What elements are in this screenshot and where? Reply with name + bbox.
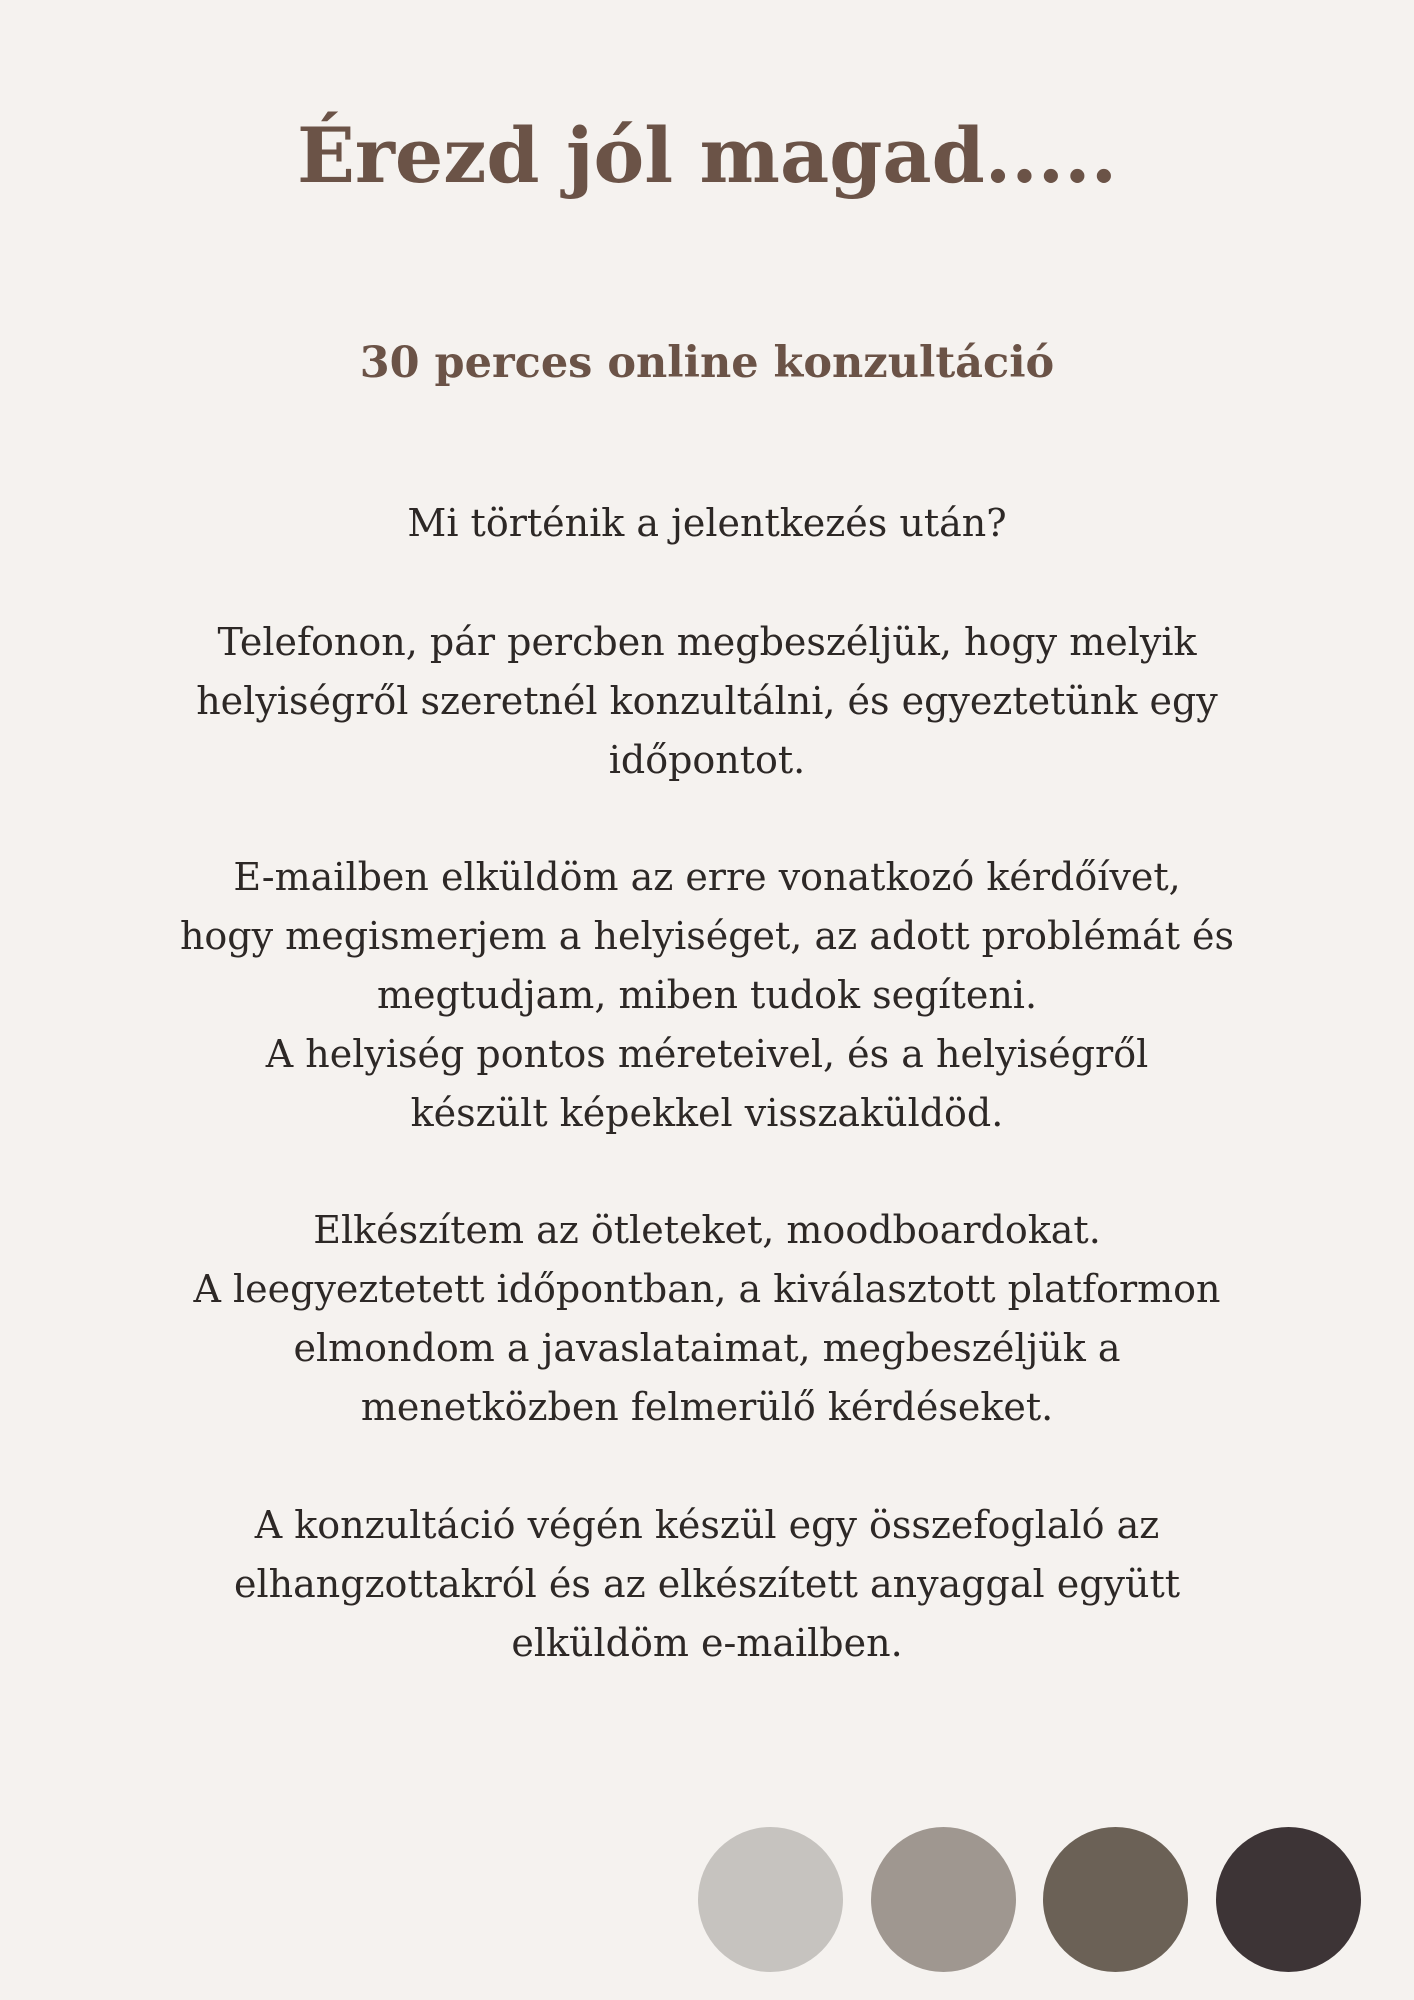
text-line: A leegyeztetett időpontban, a kiválasztott platformon bbox=[193, 1267, 1221, 1311]
palette-swatch-light-gray bbox=[698, 1827, 843, 1972]
color-palette bbox=[698, 1827, 1360, 1973]
page-subtitle: 30 perces online konzultáció bbox=[359, 338, 1055, 388]
text-line: A helyiség pontos méreteivel, és a helyiségről bbox=[265, 1032, 1149, 1076]
text-line: elhangzottakról és az elkészített anyaggal együtt bbox=[233, 1562, 1181, 1606]
text-line: Elkészítem az ötleteket, moodboardokat. bbox=[313, 1208, 1101, 1252]
text-line: A konzultáció végén készül egy összefoglaló az bbox=[254, 1503, 1160, 1547]
paragraph-questionnaire bbox=[90, 848, 1324, 1143]
question-text: Mi történik a jelentkezés után? bbox=[407, 501, 1007, 545]
question-heading bbox=[90, 494, 1324, 553]
text-line: menetközben felmerülő kérdéseket. bbox=[360, 1385, 1054, 1429]
text-line: megtudjam, miben tudok segíteni. bbox=[376, 973, 1038, 1017]
palette-swatch-dark-brown bbox=[1216, 1827, 1361, 1972]
palette-swatch-taupe bbox=[1043, 1827, 1188, 1972]
text-line: hogy megismerjem a helyiséget, az adott problémát és bbox=[179, 914, 1235, 958]
text-line: elmondom a javaslataimat, megbeszéljük a bbox=[293, 1326, 1121, 1370]
text-line: Telefonon, pár percben megbeszéljük, hogy melyik bbox=[217, 620, 1197, 664]
text-line: elküldöm e-mailben. bbox=[511, 1621, 903, 1665]
paragraph-summary bbox=[90, 1496, 1324, 1673]
text-line: E-mailben elküldöm az erre vonatkozó kérdőívet, bbox=[233, 855, 1181, 899]
paragraph-ideas bbox=[90, 1201, 1324, 1437]
text-line: helyiségről szeretnél konzultálni, és egyeztetünk egy bbox=[196, 679, 1218, 723]
text-line: időpontot. bbox=[608, 738, 806, 782]
text-line: készült képekkel visszaküldöd. bbox=[410, 1091, 1004, 1135]
page-title: Érezd jól magad..... bbox=[296, 111, 1118, 200]
palette-swatch-warm-gray bbox=[871, 1827, 1016, 1972]
paragraph-phone-call bbox=[90, 613, 1324, 790]
